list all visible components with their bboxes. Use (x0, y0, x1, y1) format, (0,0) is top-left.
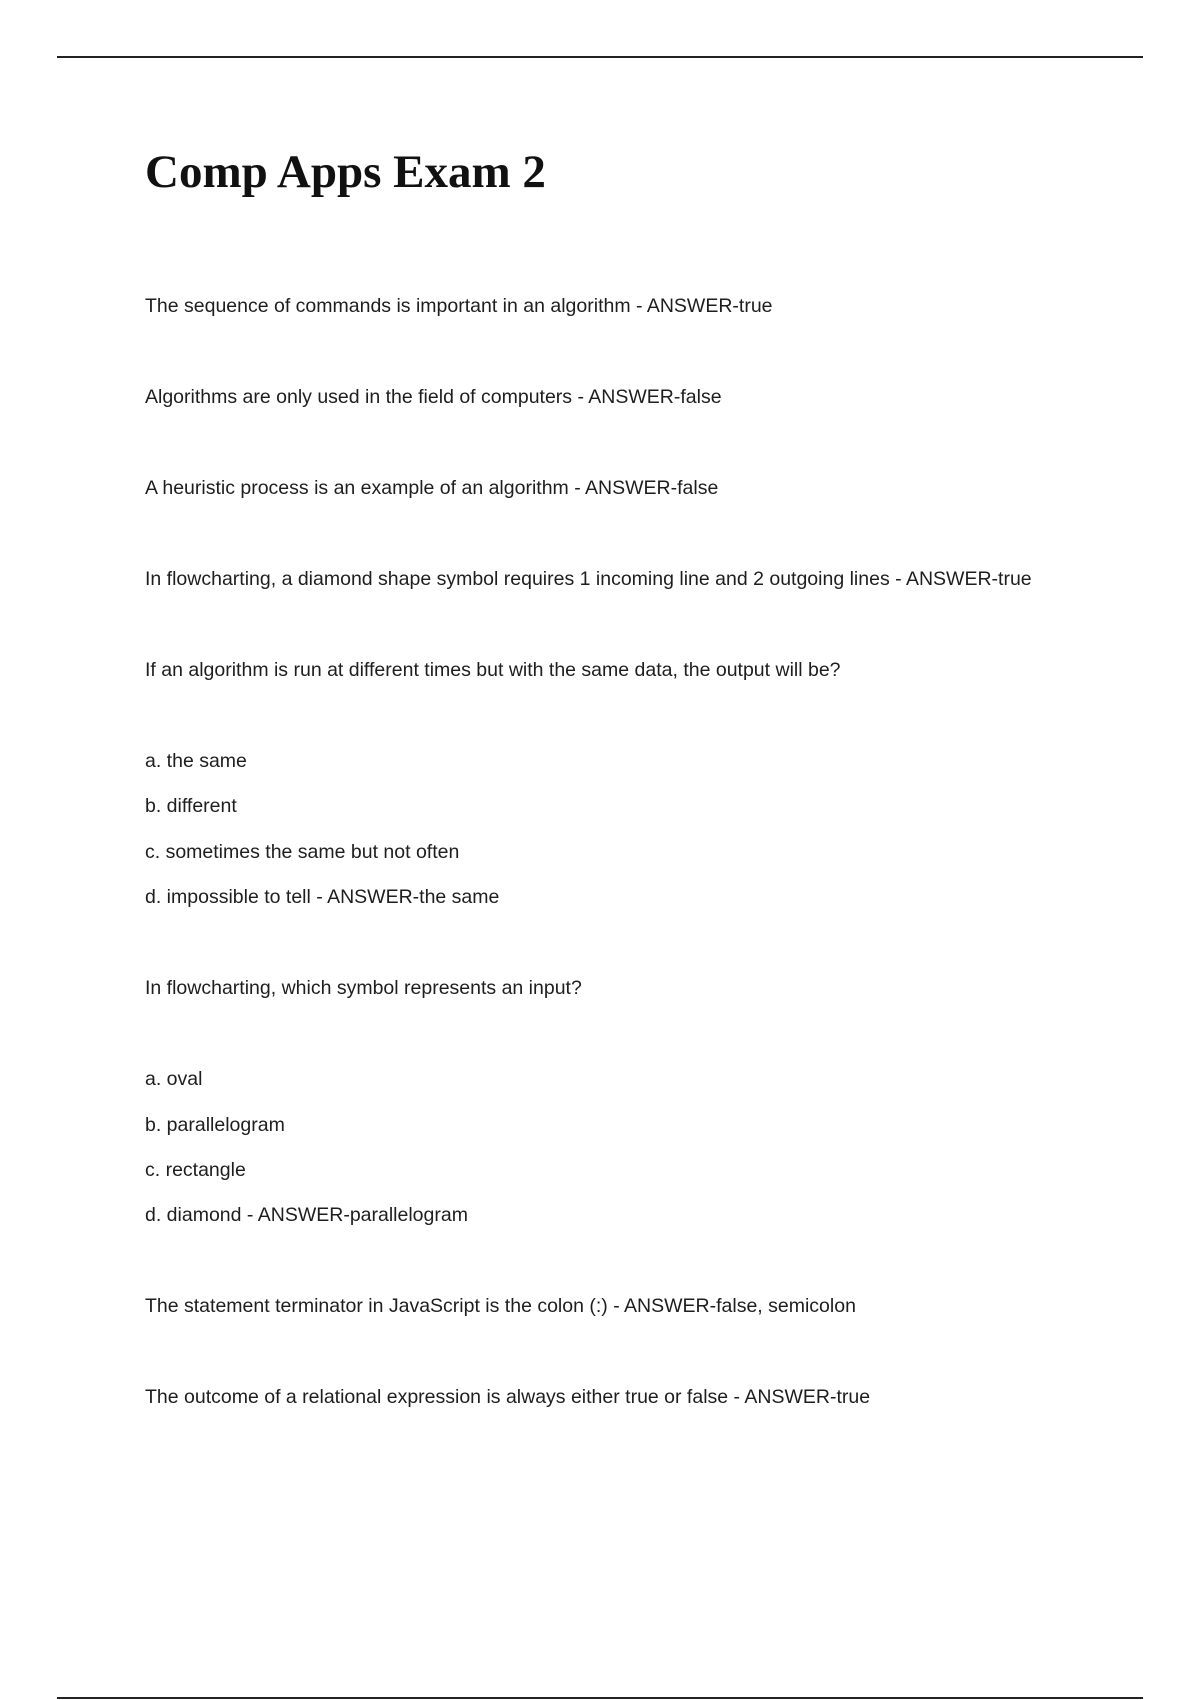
question-3: A heuristic process is an example of an algorithm - ANSWER-false (145, 477, 719, 499)
question-5-option-b: b. different (145, 795, 237, 817)
question-4: In flowcharting, a diamond shape symbol requires 1 incoming line and 2 outgoing lines - ANSWER-true (145, 568, 1032, 590)
question-7: The statement terminator in JavaScript is the colon (:) - ANSWER-false, semicolon (145, 1295, 856, 1317)
question-8: The outcome of a relational expression is always either true or false - ANSWER-true (145, 1386, 871, 1408)
question-6-option-a: a. oval (145, 1068, 203, 1090)
header-rule (57, 56, 1143, 58)
question-6-option-b: b. parallelogram (145, 1114, 285, 1136)
question-6: In flowcharting, which symbol represents an input? (145, 977, 582, 999)
question-5-option-d: d. impossible to tell - ANSWER-the same (145, 886, 500, 908)
document-title: Comp Apps Exam 2 (145, 146, 546, 198)
question-1: The sequence of commands is important in an algorithm - ANSWER-true (145, 295, 773, 317)
question-2: Algorithms are only used in the field of computers - ANSWER-false (145, 386, 722, 408)
question-5: If an algorithm is run at different times but with the same data, the output will be? (145, 659, 841, 681)
question-5-option-a: a. the same (145, 750, 247, 772)
question-6-option-c: c. rectangle (145, 1159, 246, 1181)
question-6-option-d: d. diamond - ANSWER-parallelogram (145, 1204, 468, 1226)
question-5-option-c: c. sometimes the same but not often (145, 841, 460, 863)
footer-rule (57, 1697, 1143, 1699)
